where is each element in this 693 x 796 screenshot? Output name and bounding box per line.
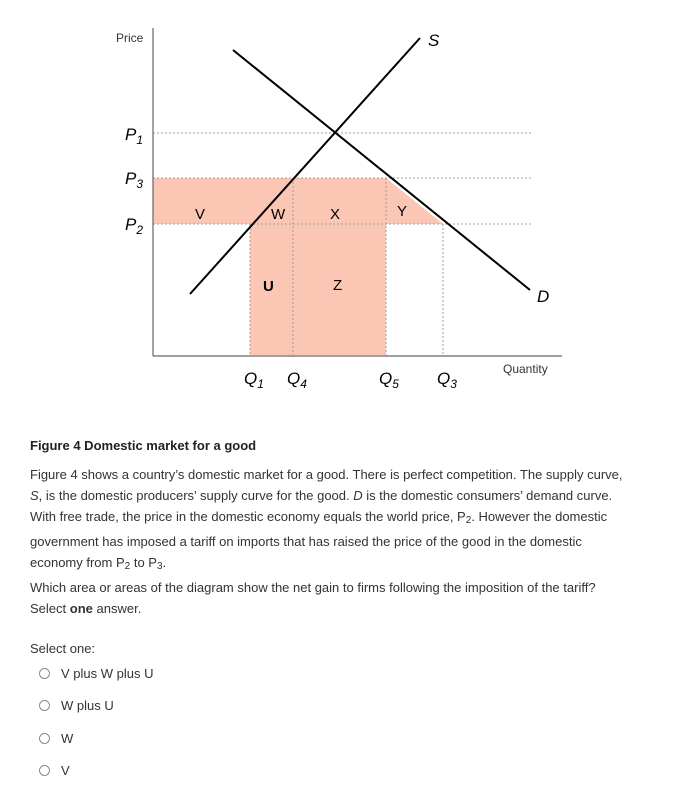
radio-button-2[interactable] [39, 700, 50, 711]
desc-line-2b: is the domestic consumers’ demand curve. [366, 488, 613, 503]
instruction-answer: answer. [96, 601, 142, 616]
question-line: Which area or areas of the diagram show the net gain to firms following the imposition of the tariff? [30, 580, 596, 595]
select-one-prompt: Select one: [30, 641, 96, 656]
desc-sub-2: 2 [465, 515, 472, 526]
desc-line-4: government has imposed a tariff on imports that has raised the price of the good in the domestic [30, 534, 582, 549]
quantity-axis-label: Quantity [503, 362, 548, 376]
answer-label-3[interactable]: W [61, 731, 74, 746]
demand-curve-label: D [537, 287, 550, 306]
p1-label: $P_1$ [125, 125, 144, 147]
desc-sub-5a: 2 [124, 561, 131, 572]
desc-line-3b: . However the domestic [471, 509, 608, 524]
desc-line-5a: economy from P [30, 555, 125, 570]
desc-line-5b: to P [133, 555, 157, 570]
answer-label-1[interactable]: V plus W plus U [61, 666, 154, 681]
answer-option-3[interactable] [39, 731, 73, 746]
area-label-v: V [195, 206, 206, 223]
radio-button-3[interactable] [39, 733, 50, 744]
area-label-w: W [271, 206, 286, 223]
radio-button-1[interactable] [39, 668, 50, 679]
answer-option-1[interactable] [39, 666, 153, 681]
radio-button-4[interactable] [39, 765, 50, 776]
answer-label-4[interactable]: V [61, 763, 70, 778]
price-axis-label: Price [116, 31, 144, 45]
instruction-select: Select [30, 601, 67, 616]
desc-line-5c: . [162, 555, 167, 570]
desc-sub-5b: 3 [156, 561, 163, 572]
area-label-x: X [330, 206, 341, 223]
figure-description [30, 464, 670, 577]
desc-line-2a: , is the domestic producers’ supply curve for the good. [38, 488, 350, 503]
desc-line-3: With free trade, the price in the domestic economy equals the world price, P [30, 509, 466, 524]
area-label-z: Z [333, 277, 343, 294]
answer-label-2[interactable]: W plus U [61, 698, 114, 713]
area-y-triangle [386, 178, 443, 224]
desc-line-1: Figure 4 shows a country’s domestic market for a good. There is perfect competition. The supply curve, [30, 467, 623, 482]
p3-label: $P_3$ [125, 169, 144, 191]
q5-label: $Q_5$ [379, 369, 399, 391]
q3-label: $Q_3$ [437, 369, 457, 391]
p2-label: $P_2$ [125, 215, 144, 237]
question-text [30, 577, 670, 619]
supply-curve-label: S [428, 31, 440, 50]
desc-supply-symbol: S [30, 488, 39, 503]
figure-title: Figure 4 Domestic market for a good [30, 438, 257, 453]
q4-label: $Q_4$ [287, 369, 307, 391]
q1-label: $Q_1$ [244, 369, 264, 391]
desc-demand-symbol: D [353, 488, 363, 503]
answer-option-2[interactable] [39, 698, 114, 713]
instruction-one: one [69, 601, 93, 616]
answer-option-4[interactable] [39, 763, 70, 778]
area-label-u: U [263, 278, 274, 295]
area-label-y: Y [397, 203, 408, 220]
